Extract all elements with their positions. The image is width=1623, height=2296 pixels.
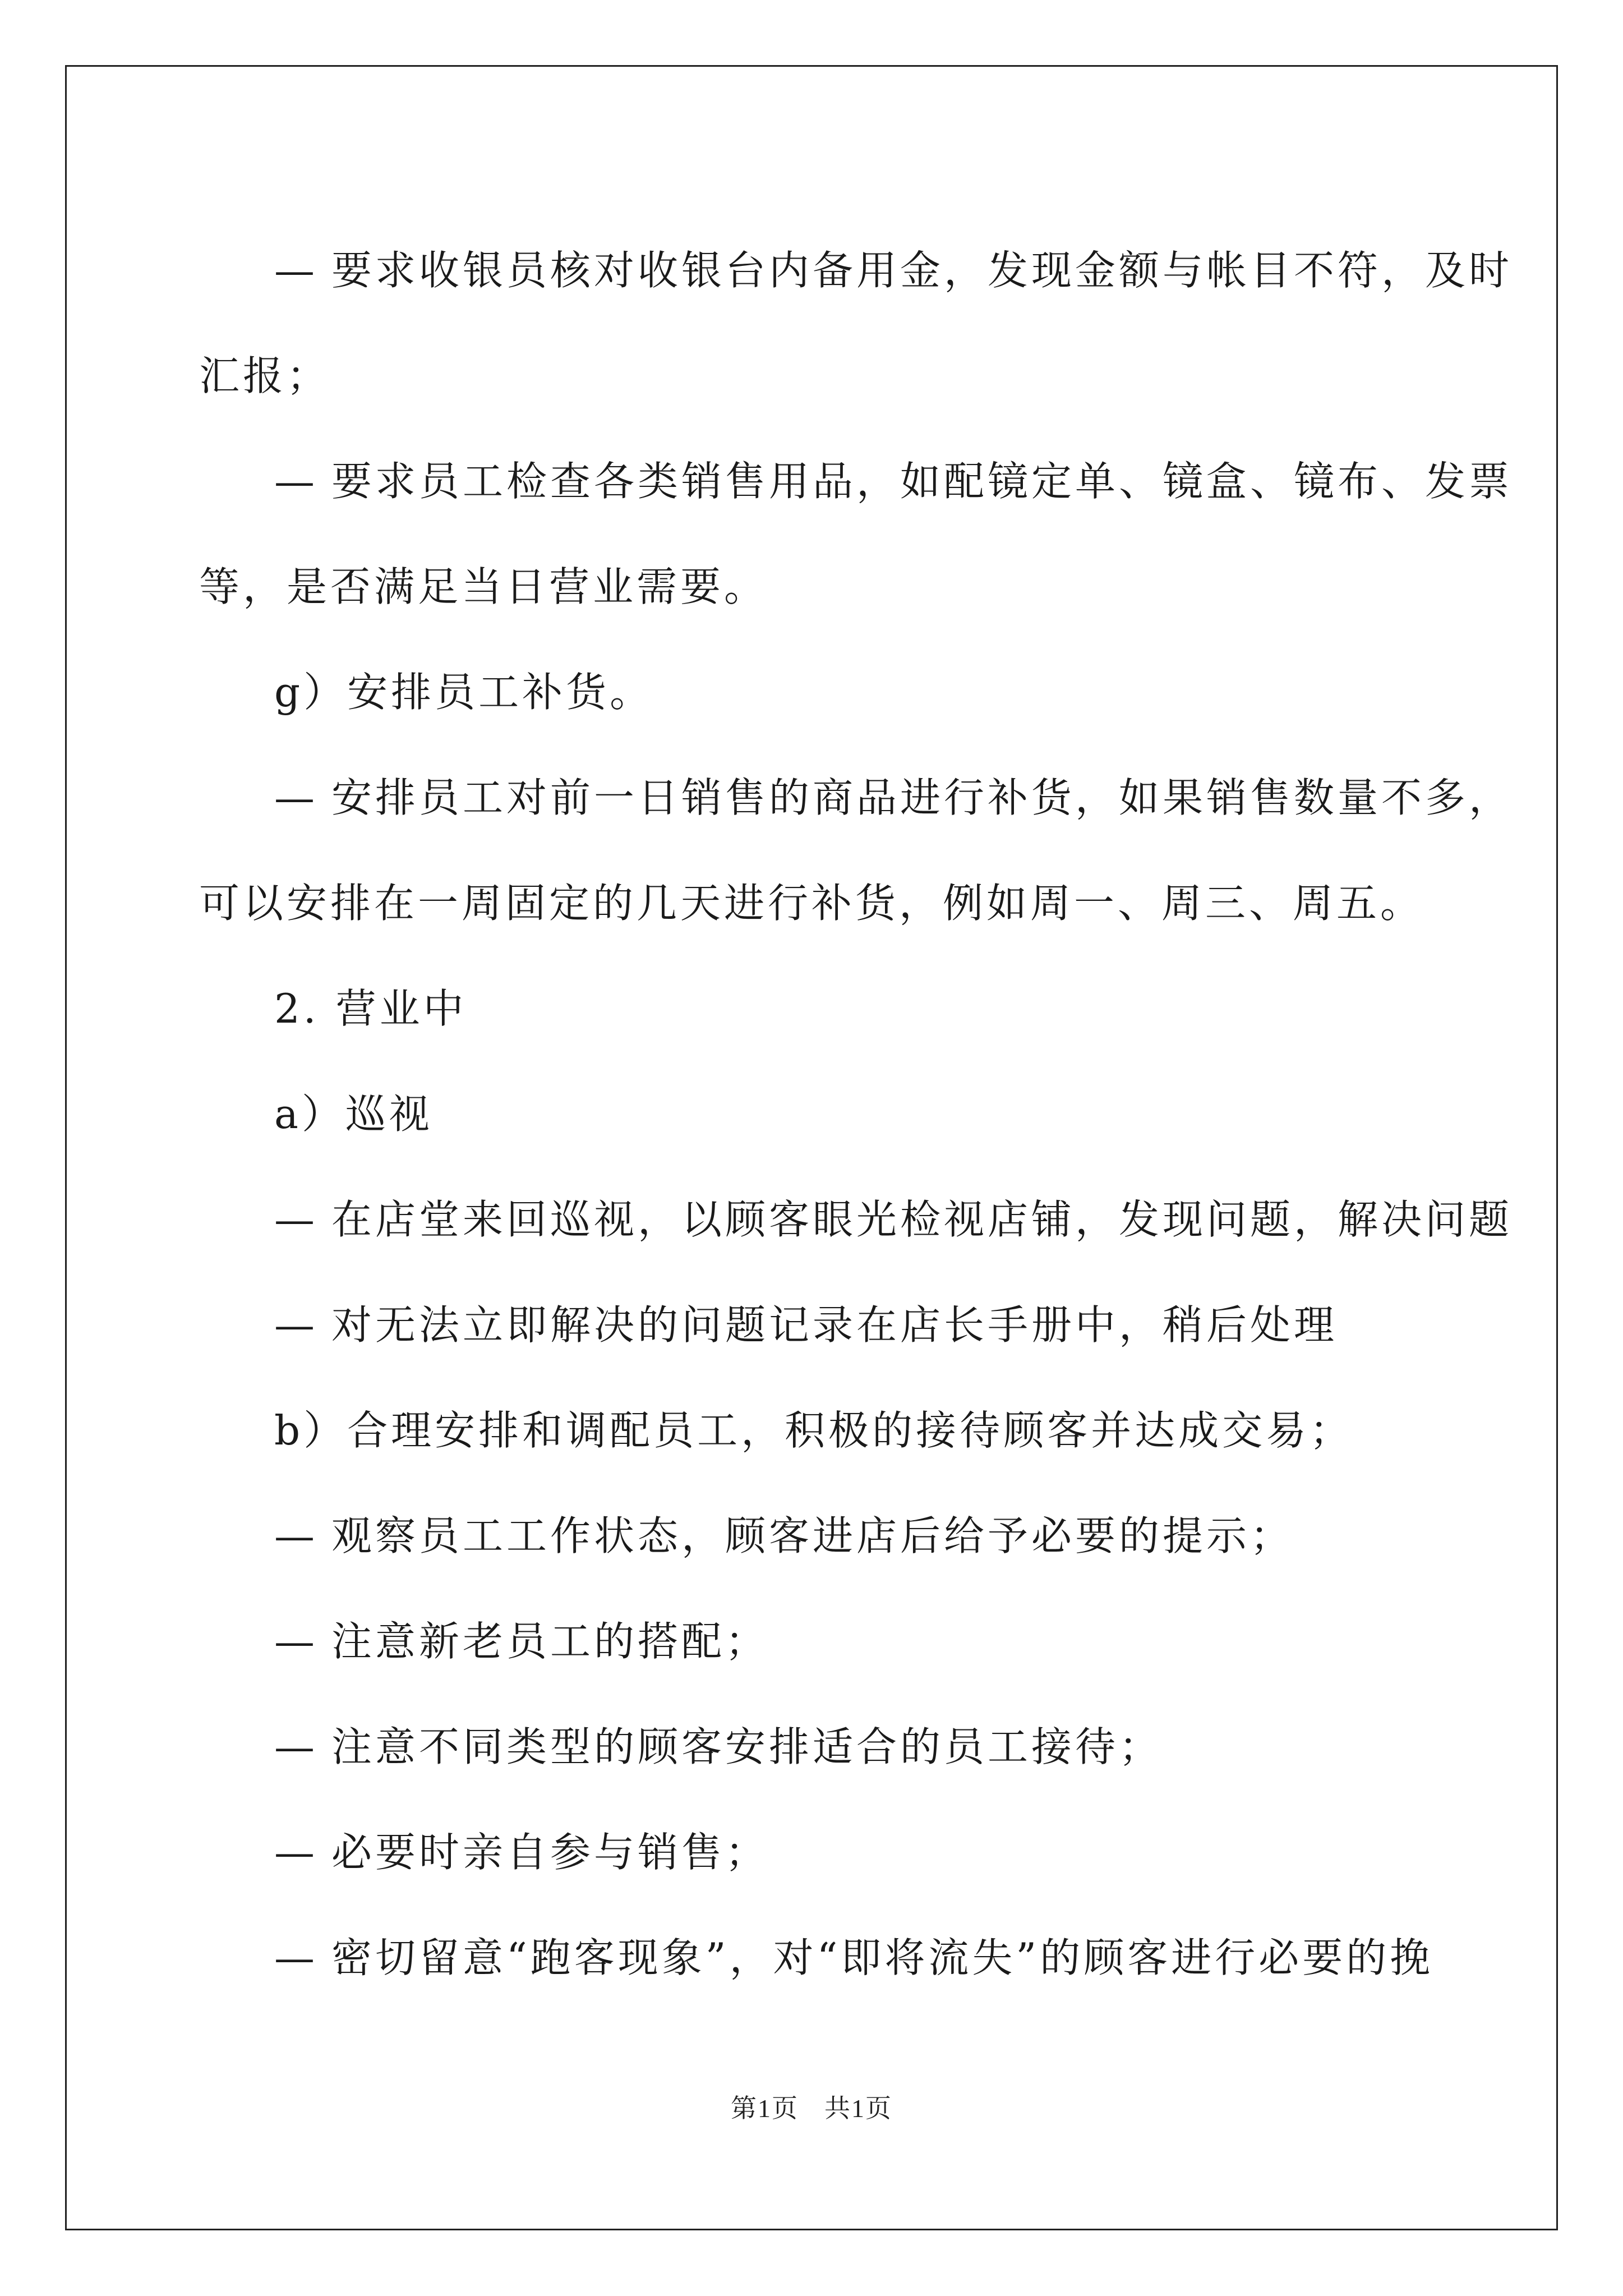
paragraph-line: [199, 1694, 1433, 1800]
paragraph-text: 等，是否满足当日营业需要。: [199, 563, 768, 610]
dash-marker: —: [274, 1618, 318, 1665]
dash-marker: —: [274, 1723, 318, 1770]
paragraph-text: 在店堂来回巡视，以顾客眼光检视店铺，发现问题，解决问题: [331, 1196, 1513, 1243]
paragraph-line: [199, 1800, 1433, 1905]
paragraph-text: 对无法立即解决的问题记录在店长手册中，稍后处理: [331, 1301, 1338, 1349]
paragraph-text: 注意新老员工的搭配；: [331, 1618, 769, 1665]
paragraph-text: 要求员工检查各类销售用品，如配镜定单、镜盒、镜布、发票: [331, 458, 1513, 505]
section-heading: [199, 956, 1433, 1061]
paragraph-line: [199, 429, 1513, 534]
subsection-heading: [199, 1061, 1433, 1167]
paragraph-line: [199, 639, 1433, 745]
page-footer: [0, 2088, 1623, 2125]
paragraph-text: b）合理安排和调配员工，积极的接待顾客并达成交易；: [274, 1407, 1354, 1454]
paragraph-line: [199, 534, 1433, 639]
paragraph-text: 密切留意“跑客现象”，对“即将流失”的顾客进行必要的挽: [331, 1934, 1434, 1981]
paragraph-text: 汇报；: [199, 352, 331, 399]
dash-marker: —: [274, 1934, 318, 1981]
dash-marker: —: [274, 1301, 318, 1349]
page-number-total: 共1页: [824, 2094, 892, 2123]
paragraph-text: 可以安排在一周固定的几天进行补货，例如周一、周三、周五。: [199, 880, 1424, 927]
dash-marker: —: [274, 1512, 318, 1559]
dash-marker: —: [274, 1196, 318, 1243]
paragraph-line: [199, 1167, 1513, 1272]
dash-marker: —: [274, 1829, 318, 1876]
paragraph-line: [199, 323, 1433, 429]
paragraph-text: 必要时亲自参与销售；: [331, 1829, 769, 1876]
paragraph-line: [199, 218, 1513, 323]
paragraph-text: g）安排员工补货。: [274, 669, 654, 716]
paragraph-text: 观察员工工作状态，顾客进店后给予必要的提示；: [331, 1512, 1294, 1559]
paragraph-text: 2. 营业中: [274, 985, 467, 1032]
paragraph-line: [199, 1483, 1433, 1589]
dash-marker: —: [274, 774, 318, 821]
paragraph-line: [199, 1272, 1433, 1378]
paragraph-text: 要求收银员核对收银台内备用金，发现金额与帐目不符，及时: [331, 247, 1513, 294]
dash-marker: —: [274, 247, 318, 294]
paragraph-line: [199, 745, 1513, 850]
paragraph-line: [199, 1589, 1433, 1694]
subsection-heading: [199, 1378, 1433, 1483]
paragraph-line: [199, 1905, 1433, 2010]
dash-marker: —: [274, 458, 318, 505]
paragraph-text: 注意不同类型的顾客安排适合的员工接待；: [331, 1723, 1163, 1770]
paragraph-line: [199, 850, 1433, 956]
page-number-current: 第1页: [731, 2094, 799, 2123]
paragraph-text: a）巡视: [274, 1091, 433, 1138]
paragraph-text: 安排员工对前一日销售的商品进行补货，如果销售数量不多，: [331, 774, 1513, 821]
document-body: [199, 218, 1513, 2010]
